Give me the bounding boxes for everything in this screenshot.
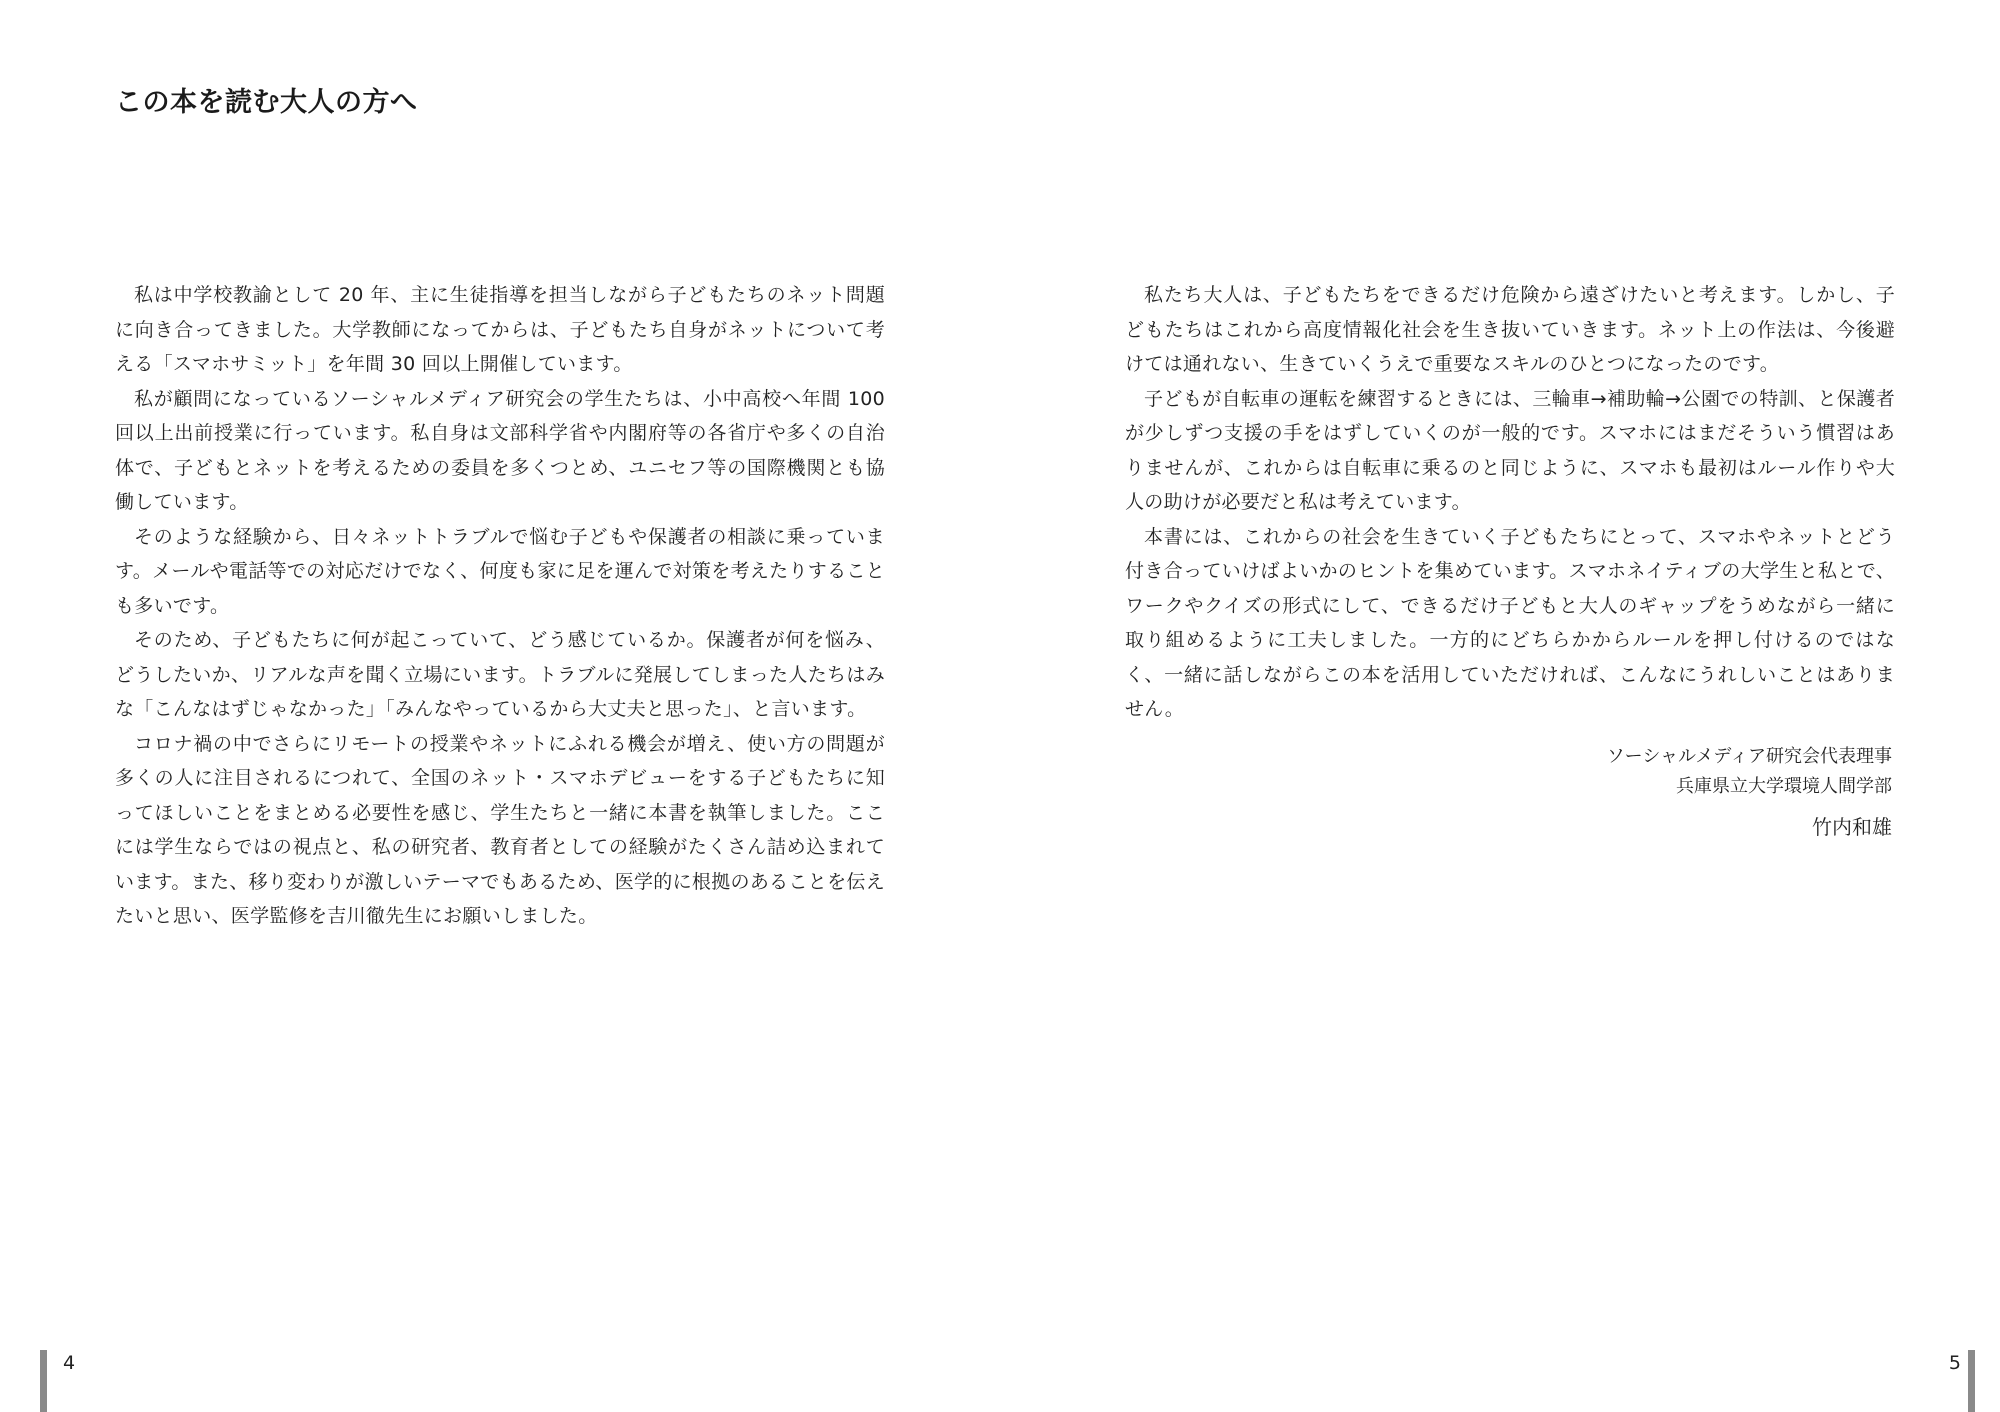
author-affiliation: ソーシャルメディア研究会代表理事 [1606, 746, 1892, 767]
page-title: この本を読む大人の方へ [115, 87, 418, 118]
right-body-text [1125, 278, 1895, 727]
paragraph: 子どもが自転車の運転を練習するときには、三輪車→補助輪→公園での特訓、と保護者が少しずつ支援の手をはずしていくのが一般的です。スマホにはまだそういう慣習はありませんが、これからは自転車に乗るのと同じように、スマホも最初はルール作りや大人の助けが必要だと私は考えています。 [1125, 387, 1895, 513]
right-page [1000, 0, 2000, 1412]
page-number-left: 4 [63, 1352, 76, 1374]
paragraph: コロナ禍の中でさらにリモートの授業やネットにふれる機会が増え、使い方の問題が多くの人に注目されるにつれて、全国のネット・スマホデビューをする子どもたちに知ってほしいことをまとめる必要性を感じ、学生たちと一緒に本書を執筆しました。ここには学生ならではの視点と、私の研究者、教育者としての経験がたくさん詰め込まれています。また、移り変わりが激しいテーマでもあるため、医学的に根拠のあることを伝えたいと思い、医学監修を吉川徹先生にお願いしました。 [115, 732, 885, 927]
author-affiliation: 兵庫県立大学環境人間学部 [1676, 776, 1892, 797]
paragraph: 私が顧問になっているソーシャルメディア研究会の学生たちは、小中高校へ年間 100 回以上出前授業に行っています。私自身は文部科学省や内閣府等の各省庁や多くの自治体で、子どもとネットを考えるための委員を多くつとめ、ユニセフ等の国際機関とも協働しています。 [115, 387, 885, 513]
left-body-text [115, 278, 885, 934]
paragraph: 私たち大人は、子どもたちをできるだけ危険から遠ざけたいと考えます。しかし、子どもたちはこれから高度情報化社会を生き抜いていきます。ネット上の作法は、今後避けては通れない、生きていくうえで重要なスキルのひとつになったのです。 [1125, 284, 1895, 375]
paragraph: そのため、子どもたちに何が起こっていて、どう感じているか。保護者が何を悩み、どうしたいか、リアルな声を聞く立場にいます。トラブルに発展してしまった人たちはみな「こんなはずじゃなかった」「みんなやっているから大丈夫と思った」、と言います。 [115, 629, 885, 720]
page-number-right: 5 [1948, 1352, 1961, 1374]
paragraph: そのような経験から、日々ネットトラブルで悩む子どもや保護者の相談に乗っています。メールや電話等での対応だけでなく、何度も家に足を運んで対策を考えたりすることも多いです。 [115, 525, 885, 617]
author-name: 竹内和雄 [1812, 815, 1892, 839]
paragraph: 私は中学校教諭として 20 年、主に生徒指導を担当しながら子どもたちのネット問題に向き合ってきました。大学教師になってからは、子どもたち自身がネットについて考える「スマホサミット」を年間 30 回以上開催しています。 [115, 284, 885, 375]
paragraph: 本書には、これからの社会を生きていく子どもたちにとって、スマホやネットとどう付き合っていけばよいかのヒントを集めています。スマホネイティブの大学生と私とで、ワークやクイズの形式にして、できるだけ子どもと大人のギャップをうめながら一緒に取り組めるように工夫しました。一方的にどちらかからルールを押し付けるのではなく、一緒に話しながらこの本を活用していただければ、こんなにうれしいことはありません。 [1125, 525, 1895, 720]
page-edge-marker [40, 1350, 47, 1412]
page-edge-marker [1968, 1350, 1975, 1412]
author-signature [1607, 742, 1892, 842]
